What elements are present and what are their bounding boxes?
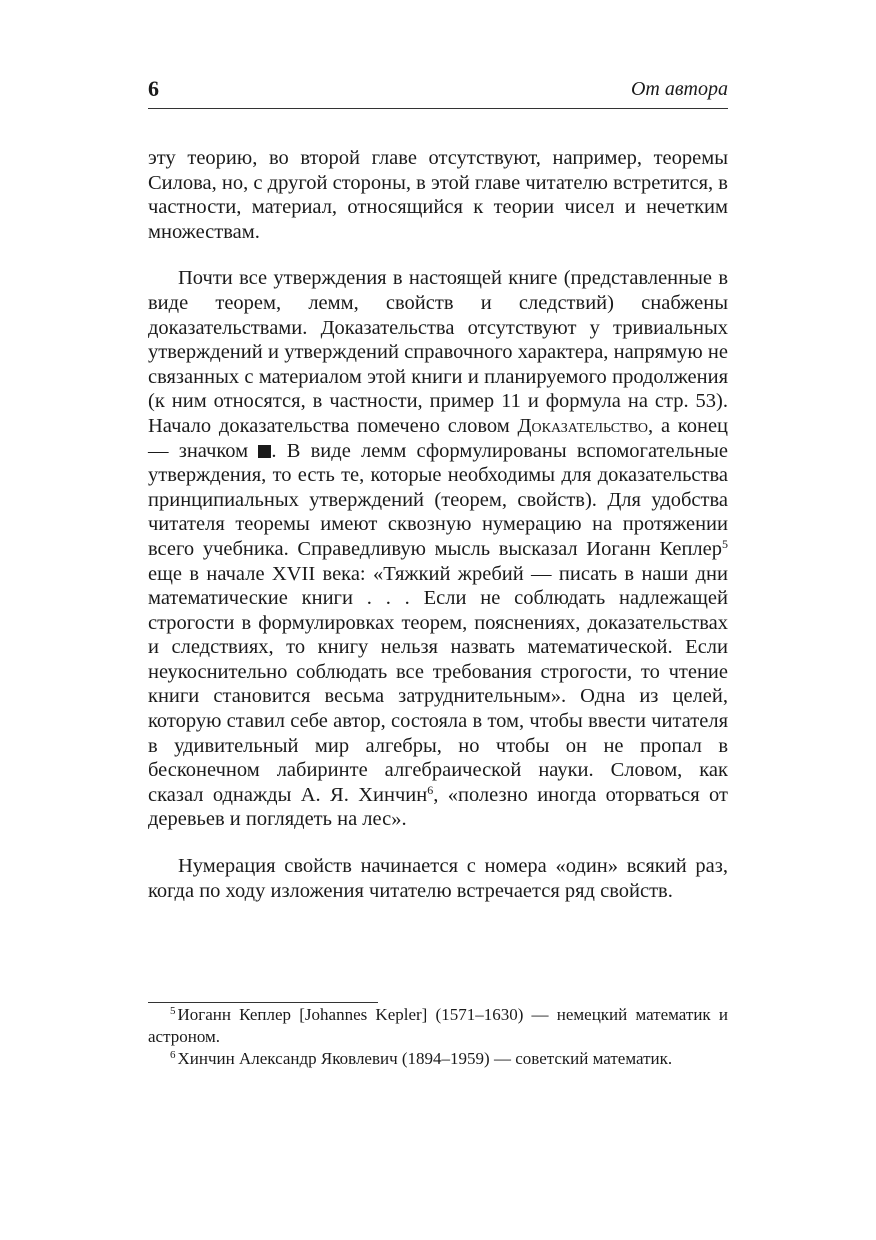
book-page: [148, 0, 728, 1240]
running-title: От автора: [630, 78, 728, 100]
paragraph-2: [148, 266, 728, 832]
footnote-rule: [148, 1002, 378, 1003]
page-header: [148, 74, 728, 108]
paragraph-3: Нумерация свойств начинается с номера «один» всякий раз, когда по ходу изложения читателю встречается ряд свойств.: [148, 855, 728, 902]
footnote-mark: 6: [170, 1049, 176, 1061]
paragraph-2-part-5: , «полезно иногда оторваться от деревьев и поглядеть на лес».: [148, 783, 728, 831]
paragraph-2-part-3: . В виде лемм сформулированы вспомогательные утверждения, то есть те, которые необходимы для доказательства принципиальных утверждений (теорем, свойств). Для удобства читателя теоремы имеют сквозную нумерацию на протяжении всего учебника. Справедливую мысль высказал Иоганн Кеплер: [148, 439, 729, 560]
qed-square-icon: [258, 445, 271, 458]
paragraph-2-part-1: Почти все утверждения в настоящей книге (представленные в виде теорем, лемм, свойств и следствий) снабжены доказательствами. Доказательства отсутствуют у тривиальных утверждений и утверждений справочного характера, напрямую не связанных с материалом этой книги и планируемого продолжения (к ним относятся, в частности, пример 11 и формула на стр. 53). Начало доказательства помечено словом: [148, 267, 728, 437]
footnote-6: [148, 1048, 728, 1070]
footnote-text: Иоганн Кеплер [Johannes Kepler] (1571–1630) — немецкий математик и астроном.: [148, 1005, 728, 1046]
paragraph-2-part-4: еще в начале XVII века: «Тяжкий жребий — писать в наши дни математические книги . . . Если не соблюдать надлежащей строгости в формулировках теорем, пояснениях, доказательствах и следствиях, то книгу нельзя назвать математической. Если неукоснительно соблюдать все требования строгости, то чтение книги становится весьма затруднительным». Одна из целей, которую ставил себе автор, состояла в том, чтобы ввести читателя в удивительный мир алгебры, но чтобы он не пропал в бесконечном лабиринте алгебраической науки. Словом, как сказал однажды А. Я. Хинчин: [148, 562, 728, 806]
footnotes: [148, 1004, 728, 1070]
footnote-text: Хинчин Александр Яковлевич (1894–1959) — советский математик.: [177, 1049, 673, 1068]
paragraph-1: эту теорию, во второй главе отсутствуют, например, теоремы Силова, но, с другой стороны, в этой главе читателю встретится, в частности, материал, относящийся к теории чисел и нечетким множествам.: [148, 147, 728, 243]
footnote-mark: 5: [170, 1005, 176, 1017]
body-text: [148, 146, 728, 903]
paragraph-2-part-2: , а конец — значком: [148, 414, 729, 462]
page-number: 6: [148, 76, 159, 101]
footnote-ref-5: 5: [722, 536, 728, 551]
proof-word: Доказательство: [517, 414, 649, 437]
footnote-5: [148, 1004, 728, 1048]
header-rule: [148, 108, 728, 109]
footnote-ref-6: 6: [427, 782, 434, 797]
